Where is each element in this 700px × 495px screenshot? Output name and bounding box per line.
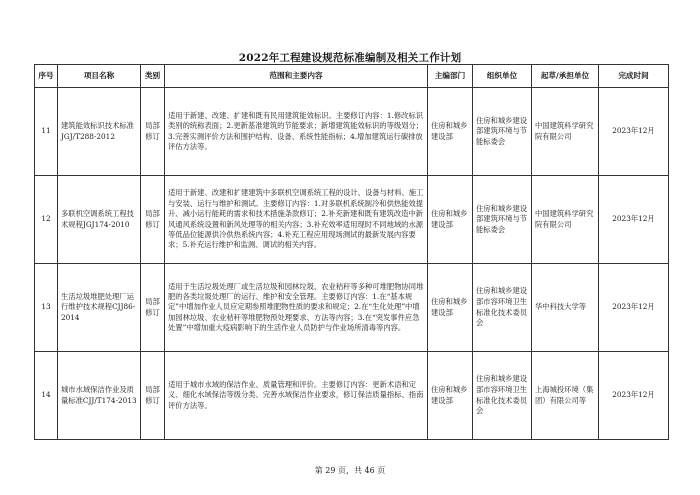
header-no: 序号: [35, 65, 58, 88]
header-drafter: 起草/承担单位: [532, 65, 599, 88]
row-drafter: 上海城投环境（集团）有限公司等: [532, 352, 599, 440]
row-org: 住房和城乡建设部建筑环境与节能标委会: [473, 176, 532, 264]
row-dept: 住房和城乡建设部: [428, 88, 473, 176]
row-org: 住房和城乡建设部市容环境卫生标准化技术委员会: [473, 264, 532, 352]
row-drafter: 华中科技大学等: [532, 264, 599, 352]
header-name: 项目名称: [58, 65, 141, 88]
row-drafter: 中国建筑科学研究院有限公司: [532, 176, 599, 264]
work-plan-table: [34, 64, 669, 440]
header-org: 组织单位: [473, 65, 532, 88]
document-title: 2022年工程建设规范标准编制及相关工作计划: [238, 52, 462, 64]
table-row: [35, 352, 669, 440]
row-name: 建筑能效标识技术标准JGJ/T288-2012: [58, 88, 141, 176]
header-deadline: 完成时间: [599, 65, 669, 88]
row-no: 12: [35, 176, 58, 264]
row-dept: 住房和城乡建设部: [428, 176, 473, 264]
row-org: 住房和城乡建设部市容环境卫生标准化技术委员会: [473, 352, 532, 440]
row-deadline: 2023年12月: [599, 176, 669, 264]
table-row: [35, 264, 669, 352]
header-scope: 范围和主要内容: [165, 65, 428, 88]
table-header-row: [35, 65, 669, 88]
row-name: 生活垃圾堆肥处理厂运行维护技术规程CJJ86-2014: [58, 264, 141, 352]
row-deadline: 2023年12月: [599, 352, 669, 440]
row-no: 13: [35, 264, 58, 352]
row-category: 局部修订: [141, 264, 165, 352]
row-category: 局部修订: [141, 176, 165, 264]
row-category: 局部修订: [141, 352, 165, 440]
table-row: [35, 176, 669, 264]
row-name: 多联机空调系统工程技术规程JGJ174-2010: [58, 176, 141, 264]
row-scope: 适用于新建、改建和扩建建筑中多联机空调系统工程的设计、设备与材料、施工与安装、运行与维护和测试。主要修订内容：1.对多联机系统制冷和供热能效提升、减小运行能耗的需求和技术措施条款修订；2.补充新建和既有建筑改造中新风通风系统设置和新风处理等的相关内容；3.补充效率适用现时不同地域的水源等低品位能源供冷供热系统内容；4.补充工程应用现场测试的最新发展内容要求；5.补充运行维护和监测、调试的相关内容。: [165, 176, 428, 264]
row-scope: 适用于新建、改建、扩建和既有民用建筑能效标识。主要修订内容：1.修改标识类别的统称表面；2.更新基准建筑的节能要求；新增建筑能效标识的等级划分；3.完善实测评价方法和围护结构、设备、系统性能指标；4.增加建筑运行碳排放评估方法等。: [165, 88, 428, 176]
row-no: 14: [35, 352, 58, 440]
header-dept: 主编部门: [428, 65, 473, 88]
row-name: 城市水域保洁作业及质量标准CJJ/T174-2013: [58, 352, 141, 440]
row-deadline: 2023年12月: [599, 88, 669, 176]
header-category: 类别: [141, 65, 165, 88]
row-drafter: 中国建筑科学研究院有限公司: [532, 88, 599, 176]
table-row: [35, 88, 669, 176]
row-category: 局部修订: [141, 88, 165, 176]
page-number: 第 29 页，共 46 页: [314, 466, 386, 475]
row-scope: 适用于生活垃圾处理厂或生活垃圾和园林垃圾、农业秸秆等多种可堆肥物协同堆肥的各类垃圾处理厂的运行、维护和安全管理。主要修订内容：1.在“基本规定”中增加作业人员应定期参照堆肥物性质的要求和规定；2.在“生化处理”中增加园林垃圾、农业秸秆等堆肥物预处理要求、方法等内容；3.在“突发事件应急处置”中增加重大疫病影响下的生活作业人员防护与作业场所清毒等内容。: [165, 264, 428, 352]
row-dept: 住房和城乡建设部: [428, 264, 473, 352]
row-no: 11: [35, 88, 58, 176]
row-dept: 住房和城乡建设部: [428, 352, 473, 440]
row-scope: 适用于城市水域的保洁作业、质量管理和评价。主要修订内容：更新术语和定义、细化水域保洁等级分类、完善水域保洁作业要求，修订保洁质量指标、指南评价方法等。: [165, 352, 428, 440]
row-deadline: 2023年12月: [599, 264, 669, 352]
row-org: 住房和城乡建设部建筑环境与节能标委会: [473, 88, 532, 176]
